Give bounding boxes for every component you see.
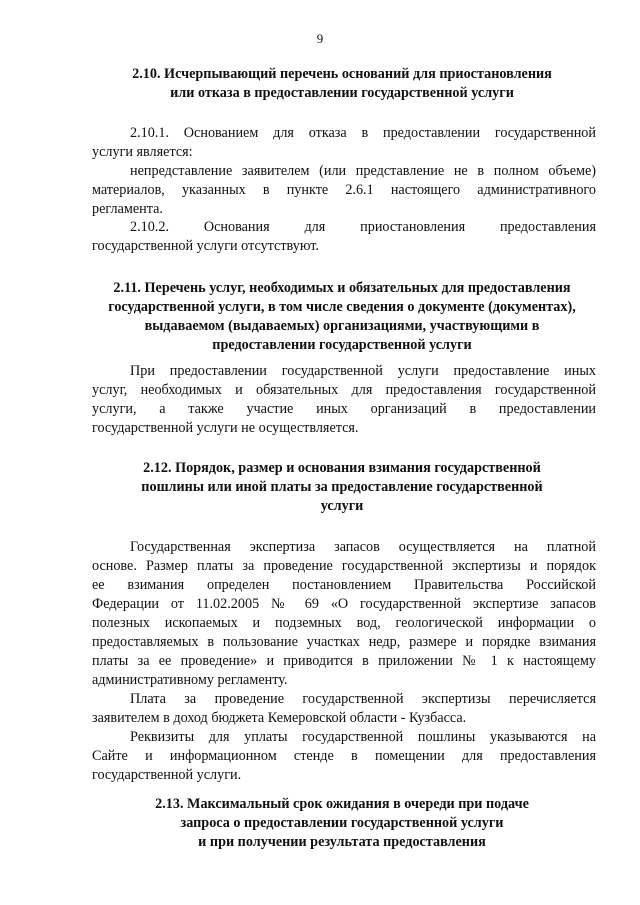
heading-line: и при получении результата предоставления [198, 834, 486, 850]
text-line: полезных ископаемых и подземных вод, геологической информации о [92, 615, 596, 631]
paragraph-2-12-payment [92, 690, 596, 728]
page-number: 9 [316, 31, 324, 46]
text-line: заявителем в доход бюджета Кемеровской области - Кузбасса. [92, 710, 467, 726]
paragraph-2-10-2 [92, 218, 596, 256]
text-line: ее взимания определен постановлением Правительства Российской [92, 577, 596, 593]
heading-line: 2.12. Порядок, размер и основания взимания государственной [143, 460, 541, 476]
text-line: предоставляемых в пользование участках недр, размере и порядке взимания [92, 634, 596, 650]
heading-2-11 [84, 279, 600, 355]
text-line: 2.10.2. Основания для приостановления предоставления [130, 219, 596, 235]
text-line: Государственная экспертиза запасов осуществляется на платной [130, 539, 596, 555]
text-line: государственной услуги не осуществляется. [92, 420, 359, 436]
paragraph-2-12-fee [92, 538, 596, 690]
paragraph-2-10-1 [92, 124, 596, 162]
text-line: государственной услуги. [92, 767, 242, 783]
text-line: Сайте и информационном стенде в помещении для предоставления [92, 748, 596, 764]
heading-line: услуги [320, 498, 364, 514]
heading-line: или отказа в предоставлении государственной услуги [170, 85, 514, 101]
heading-line: государственной услуги, в том числе сведения о документе (документах), [108, 299, 576, 315]
heading-line: 2.10. Исчерпывающий перечень оснований для приостановления [132, 66, 552, 82]
heading-2-13 [88, 795, 596, 852]
text-line: материалов, указанных в пункте 2.6.1 настоящего административного [92, 182, 596, 198]
heading-line: предоставлении государственной услуги [212, 337, 472, 353]
heading-2-12 [88, 459, 596, 516]
text-line: Реквизиты для уплаты государственной пошлины указываются на [130, 729, 596, 745]
heading-line: 2.11. Перечень услуг, необходимых и обязательных для предоставления [113, 280, 571, 296]
paragraph-2-12-details [92, 728, 596, 785]
text-line: регламента. [92, 201, 163, 217]
text-line: административному регламенту. [92, 672, 288, 688]
text-line: услуг, необходимых и обязательных для предоставления государственной [92, 382, 596, 398]
heading-line: 2.13. Максимальный срок ожидания в очереди при подаче [155, 796, 529, 812]
text-line: основе. Размер платы за проведение государственной экспертизы и порядок [92, 558, 596, 574]
text-line: 2.10.1. Основанием для отказа в предоставлении государственной [130, 125, 596, 141]
text-line: платы за ее проведение» и приводится в приложении № 1 к настоящему [92, 653, 596, 669]
text-line: услуги, а также участие иных организаций в предоставлении [92, 401, 596, 417]
text-line: государственной услуги отсутствуют. [92, 238, 319, 254]
paragraph-2-10-1-item [92, 162, 596, 219]
text-line: услуги является: [92, 144, 193, 160]
text-line: Федерации от 11.02.2005 № 69 «О государственной экспертизе запасов [92, 596, 596, 612]
heading-line: пошлины или иной платы за предоставление государственной [141, 479, 543, 495]
heading-line: запроса о предоставлении государственной услуги [180, 815, 504, 831]
text-line: Плата за проведение государственной экспертизы перечисляется [130, 691, 596, 707]
text-line: непредставление заявителем (или представление не в полном объеме) [130, 163, 596, 179]
paragraph-2-11 [92, 362, 596, 438]
heading-line: выдаваемом (выдаваемых) организациями, участвующими в [144, 318, 540, 334]
heading-2-10 [88, 65, 596, 103]
text-line: При предоставлении государственной услуги предоставление иных [130, 363, 596, 379]
